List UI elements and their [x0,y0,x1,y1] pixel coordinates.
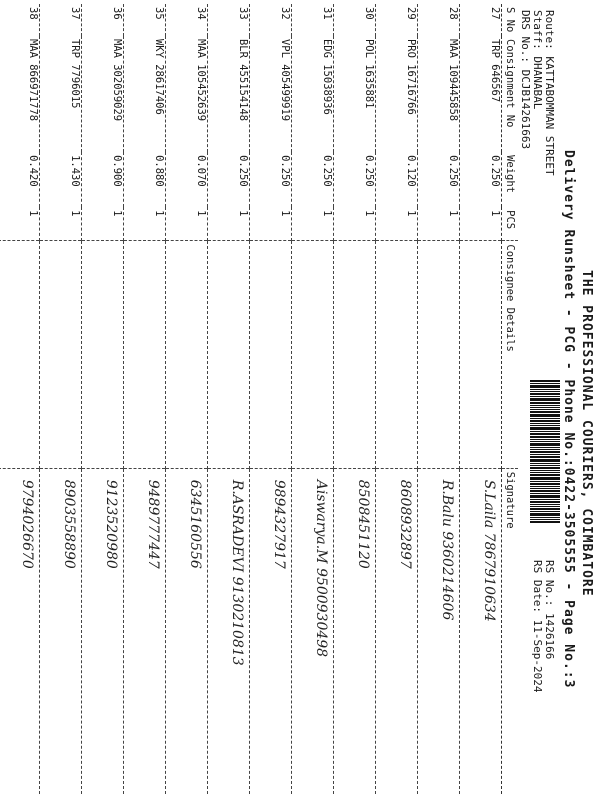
cell-signature-handwriting: 9894327917 [271,479,287,569]
cell-signature-handwriting: 6345160556 [187,479,203,569]
cell-consignment-no: TRP 7796015 [40,36,82,152]
cell-pcs: 1 [166,207,208,241]
table-header-row [502,4,519,794]
cell-sno: 34 [166,4,208,36]
cell-pcs: 1 [0,207,40,241]
cell-signature-handwriting: R.Balu 9360214606 [439,479,455,621]
cell-consignee-details [82,241,124,468]
cell-signature [250,468,292,794]
column-header-sno: S No [502,4,519,36]
cell-consignment-no: POL 1635881 [334,36,376,152]
table-row [250,4,292,794]
cell-signature-handwriting: R.ASRADEVI 9130210813 [229,479,245,666]
cell-signature-handwriting: 8508451120 [355,479,371,569]
cell-signature [82,468,124,794]
cell-signature [208,468,250,794]
column-header-weight: Weight [502,152,519,207]
cell-consignee-details [0,241,40,468]
company-title: THE PROFESSIONAL COURIERS, COIMBATORE [579,270,594,597]
cell-signature [292,468,334,794]
cell-signature-handwriting: 8608932897 [397,479,413,569]
cell-sno: 27 [460,4,502,36]
cell-consignment-no: WKY 28617406 [124,36,166,152]
cell-consignee-details [418,241,460,468]
cell-weight: 0.900 [82,152,124,207]
cell-signature [0,468,40,794]
cell-weight: 0.250 [208,152,250,207]
cell-pcs: 1 [418,207,460,241]
table-row [166,4,208,794]
table-row [292,4,334,794]
cell-consignment-no: EDG 15038936 [292,36,334,152]
column-header-pcs: PCS [502,207,519,241]
cell-pcs: 1 [460,207,502,241]
cell-pcs: 1 [250,207,292,241]
cell-pcs: 1 [82,207,124,241]
route-label: Route: KATTABOMMAN STREET [543,10,556,176]
column-header-consignment: Consignment No [502,36,519,152]
table-row [124,4,166,794]
table-row [40,4,82,794]
cell-consignee-details [208,241,250,468]
cell-consignment-no: VPL 405499919 [250,36,292,152]
cell-pcs: 1 [334,207,376,241]
table-row [208,4,250,794]
cell-signature-handwriting: S.Laila 7867910634 [481,479,497,622]
cell-consignee-details [250,241,292,468]
cell-consignment-no: MAA 866971778 [0,36,40,152]
table-row [376,4,418,794]
cell-consignee-details [292,241,334,468]
column-header-signature: Signature [502,468,519,794]
cell-consignee-details [376,241,418,468]
table-row [418,4,460,794]
cell-consignment-no: PRO 16716766 [376,36,418,152]
cell-signature-handwriting: 9794026670 [19,479,35,569]
cell-consignee-details [166,241,208,468]
cell-weight: 0.070 [166,152,208,207]
cell-signature [334,468,376,794]
rs-date: RS Date: 11-Sep-2024 [531,560,544,693]
cell-signature-handwriting: 9489777447 [145,479,161,569]
cell-consignment-no: MAA 302059029 [82,36,124,152]
cell-consignee-details [460,241,502,468]
cell-signature-handwriting: 9123520980 [103,479,119,569]
cell-consignment-no: MAA 105452639 [166,36,208,152]
cell-pcs: 1 [40,207,82,241]
staff-label: Staff: DHANABAL [531,10,544,110]
column-header-consignee: Consignee Details [502,241,519,468]
cell-sno: 30 [334,4,376,36]
cell-signature [460,468,502,794]
table-row [0,4,40,794]
cell-sno: 32 [250,4,292,36]
cell-pcs: 1 [208,207,250,241]
drs-number: DRS No.: DCJB14261663 [519,10,532,150]
cell-sno: 37 [40,4,82,36]
runsheet-table [0,4,518,794]
cell-sno: 38 [0,4,40,36]
cell-consignment-no: TRP 646567 [460,36,502,152]
table-row [82,4,124,794]
cell-weight: 0.250 [334,152,376,207]
cell-weight: 0.250 [292,152,334,207]
cell-consignee-details [40,241,82,468]
cell-signature [376,468,418,794]
cell-weight: 0.420 [0,152,40,207]
cell-weight: 0.250 [460,152,502,207]
cell-pcs: 1 [376,207,418,241]
cell-sno: 35 [124,4,166,36]
cell-pcs: 1 [292,207,334,241]
cell-signature [418,468,460,794]
barcode-image [530,380,560,550]
cell-sno: 29 [376,4,418,36]
cell-consignment-no: MAA 109445858 [418,36,460,152]
cell-sno: 36 [82,4,124,36]
table-row [334,4,376,794]
cell-consignment-no: BLR 455154148 [208,36,250,152]
cell-weight: 0.250 [418,152,460,207]
cell-weight: 0.250 [250,152,292,207]
cell-signature [166,468,208,794]
cell-sno: 33 [208,4,250,36]
cell-consignee-details [124,241,166,468]
table-row [460,4,502,794]
cell-sno: 28 [418,4,460,36]
cell-consignee-details [334,241,376,468]
rs-number: RS No.: 1426166 [543,560,556,660]
cell-weight: 1.430 [40,152,82,207]
cell-pcs: 1 [124,207,166,241]
cell-signature-handwriting: Aiswarya.M 9500930498 [313,479,329,658]
runsheet-subtitle: Delivery Runsheet - PCG - Phone No.:0422-3505555 - Page No.:3 [561,150,576,689]
cell-signature [40,468,82,794]
cell-weight: 0.120 [376,152,418,207]
cell-weight: 0.880 [124,152,166,207]
cell-signature-handwriting: 8903558890 [61,479,77,569]
cell-sno: 31 [292,4,334,36]
cell-signature [124,468,166,794]
